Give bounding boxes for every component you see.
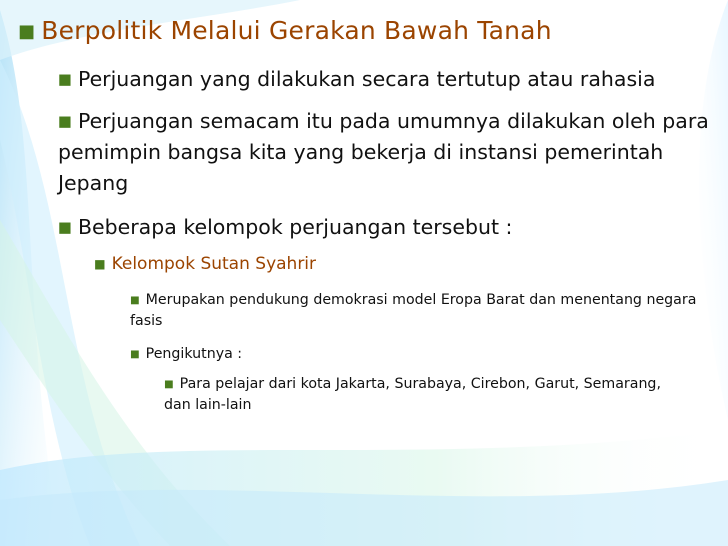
bullet-text: Pengikutnya : [145,346,243,362]
bullet-text: Beberapa kelompok perjuangan tersebut : [77,215,513,239]
bullet-level1-title [18,16,552,45]
square-bullet-icon: ■ [164,378,174,390]
square-bullet-icon: ■ [58,71,72,89]
square-bullet-icon: ■ [18,20,36,42]
bullet-level2-item [58,106,718,199]
bullet-level2-item [58,64,720,95]
square-bullet-icon: ■ [58,113,72,131]
bullet-text: Perjuangan semacam itu pada umumnya dilakukan oleh para pemimpin bangsa kita yang bekerja di instansi pemerintah Jepang [58,109,709,196]
bullet-text: Perjuangan yang dilakukan secara tertutup atau rahasia [77,67,656,91]
bullet-level4-item [130,290,725,331]
bullet-level2-item [58,212,720,243]
bullet-text: Merupakan pendukung demokrasi model Eropa Barat dan menentang negara fasis [130,292,697,329]
bullet-level5-item [164,374,684,415]
bullet-text: Kelompok Sutan Syahrir [111,254,317,274]
square-bullet-icon: ■ [130,348,140,360]
bullet-level3-heading [94,254,316,274]
bullet-level4-item [130,344,725,365]
bullet-text: Berpolitik Melalui Gerakan Bawah Tanah [41,16,552,45]
bullet-text: Para pelajar dari kota Jakarta, Surabaya, Cirebon, Garut, Semarang, dan lain-lain [164,376,661,413]
square-bullet-icon: ■ [130,294,140,306]
square-bullet-icon: ■ [94,256,106,271]
square-bullet-icon: ■ [58,219,72,237]
